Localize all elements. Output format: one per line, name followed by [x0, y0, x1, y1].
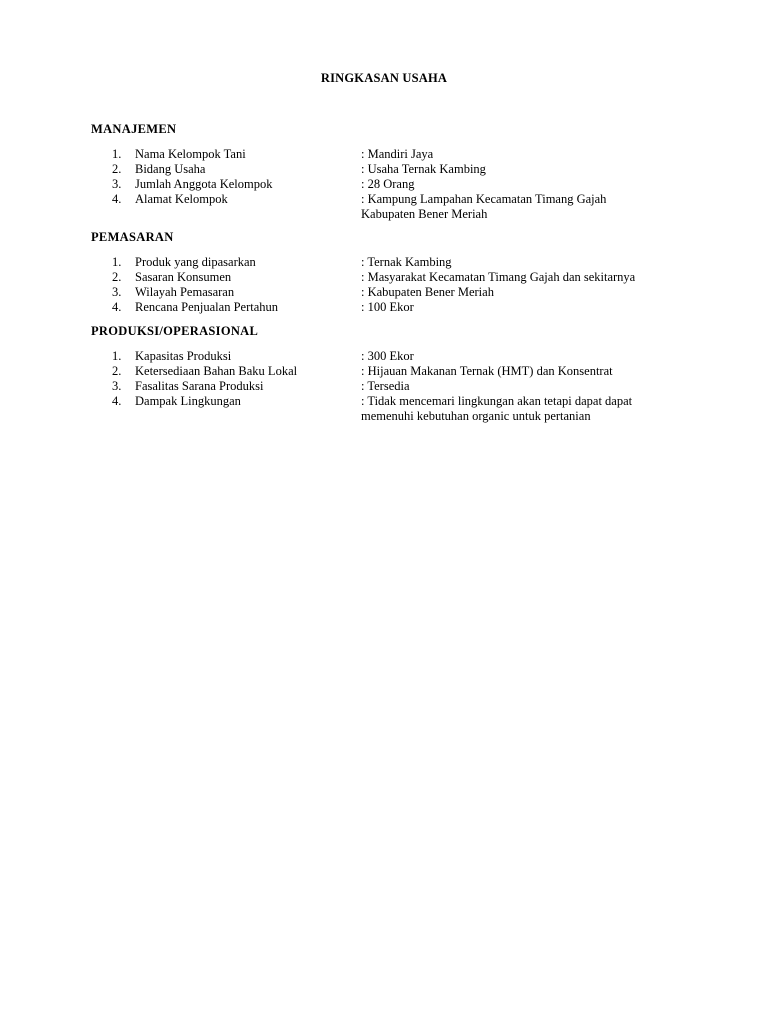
item-separator: :	[361, 300, 368, 314]
section-manajemen	[91, 122, 691, 222]
item-value-wrap	[361, 285, 691, 300]
item-value: Hijauan Makanan Ternak (HMT) dan Konsentrat	[367, 364, 613, 378]
item-number: 1.	[112, 349, 122, 363]
item-value-wrap	[361, 379, 691, 394]
item-number: 4.	[112, 192, 122, 206]
item-separator: :	[361, 270, 368, 284]
item-value-wrap	[361, 349, 691, 364]
item-separator: :	[361, 147, 368, 161]
list-item	[91, 255, 691, 270]
item-value-wrap	[361, 177, 691, 192]
item-value: Tidak mencemari lingkungan akan tetapi dapat dapat memenuhi kebutuhan organic untuk pertanian	[361, 394, 633, 423]
item-value-wrap	[361, 162, 691, 177]
item-separator: :	[361, 177, 368, 191]
section-produksi-operasional	[91, 324, 691, 424]
item-separator: :	[361, 364, 368, 378]
item-value-wrap	[361, 394, 666, 424]
item-separator: :	[361, 255, 368, 269]
list-item	[91, 364, 691, 379]
item-value: Masyarakat Kecamatan Timang Gajah dan sekitarnya	[367, 270, 636, 284]
item-value: Mandiri Jaya	[367, 147, 434, 161]
list-item	[91, 270, 691, 285]
item-separator: :	[361, 394, 368, 408]
section-pemasaran	[91, 230, 691, 315]
item-separator: :	[361, 285, 368, 299]
list-item	[91, 192, 691, 222]
item-value: Kampung Lampahan Kecamatan Timang Gajah Kabupaten Bener Meriah	[361, 192, 607, 221]
item-label: Produk yang dipasarkan	[135, 255, 256, 269]
item-label: Bidang Usaha	[135, 162, 206, 176]
item-value-wrap	[361, 364, 691, 379]
section-heading: PEMASARAN	[91, 230, 174, 244]
item-number: 2.	[112, 270, 122, 284]
item-value: Usaha Ternak Kambing	[367, 162, 486, 176]
item-value-wrap	[361, 147, 691, 162]
item-number: 4.	[112, 300, 122, 314]
item-label: Rencana Penjualan Pertahun	[135, 300, 279, 314]
item-separator: :	[361, 379, 368, 393]
list-item	[91, 300, 691, 315]
item-label: Alamat Kelompok	[135, 192, 228, 206]
item-value: 300 Ekor	[367, 349, 414, 363]
list-item	[91, 147, 691, 162]
item-separator: :	[361, 349, 368, 363]
list-item	[91, 177, 691, 192]
item-label: Ketersediaan Bahan Baku Lokal	[135, 364, 298, 378]
list-item	[91, 349, 691, 364]
list-item	[91, 162, 691, 177]
item-label: Sasaran Konsumen	[135, 270, 232, 284]
item-label: Kapasitas Produksi	[135, 349, 232, 363]
section-heading: PRODUKSI/OPERASIONAL	[91, 324, 259, 338]
item-number: 4.	[112, 394, 122, 408]
item-value-wrap	[361, 300, 691, 315]
item-value-wrap	[361, 255, 691, 270]
list-item	[91, 394, 691, 424]
item-number: 1.	[112, 147, 122, 161]
item-label: Dampak Lingkungan	[135, 394, 241, 408]
item-label: Wilayah Pemasaran	[135, 285, 235, 299]
item-number: 3.	[112, 177, 122, 191]
item-label: Jumlah Anggota Kelompok	[135, 177, 273, 191]
item-number: 2.	[112, 364, 122, 378]
item-number: 2.	[112, 162, 122, 176]
item-value: 28 Orang	[367, 177, 415, 191]
list-item	[91, 379, 691, 394]
document-title: RINGKASAN USAHA	[320, 71, 448, 85]
item-separator: :	[361, 162, 368, 176]
item-separator: :	[361, 192, 368, 206]
list-item	[91, 285, 691, 300]
item-value: 100 Ekor	[367, 300, 414, 314]
item-number: 3.	[112, 285, 122, 299]
item-value: Tersedia	[367, 379, 410, 393]
item-value: Kabupaten Bener Meriah	[367, 285, 494, 299]
section-heading: MANAJEMEN	[91, 122, 177, 136]
item-value: Ternak Kambing	[367, 255, 452, 269]
item-number: 1.	[112, 255, 122, 269]
item-label: Fasalitas Sarana Produksi	[135, 379, 264, 393]
item-label: Nama Kelompok Tani	[135, 147, 246, 161]
item-number: 3.	[112, 379, 122, 393]
item-value-wrap	[361, 192, 646, 222]
item-value-wrap	[361, 270, 691, 285]
